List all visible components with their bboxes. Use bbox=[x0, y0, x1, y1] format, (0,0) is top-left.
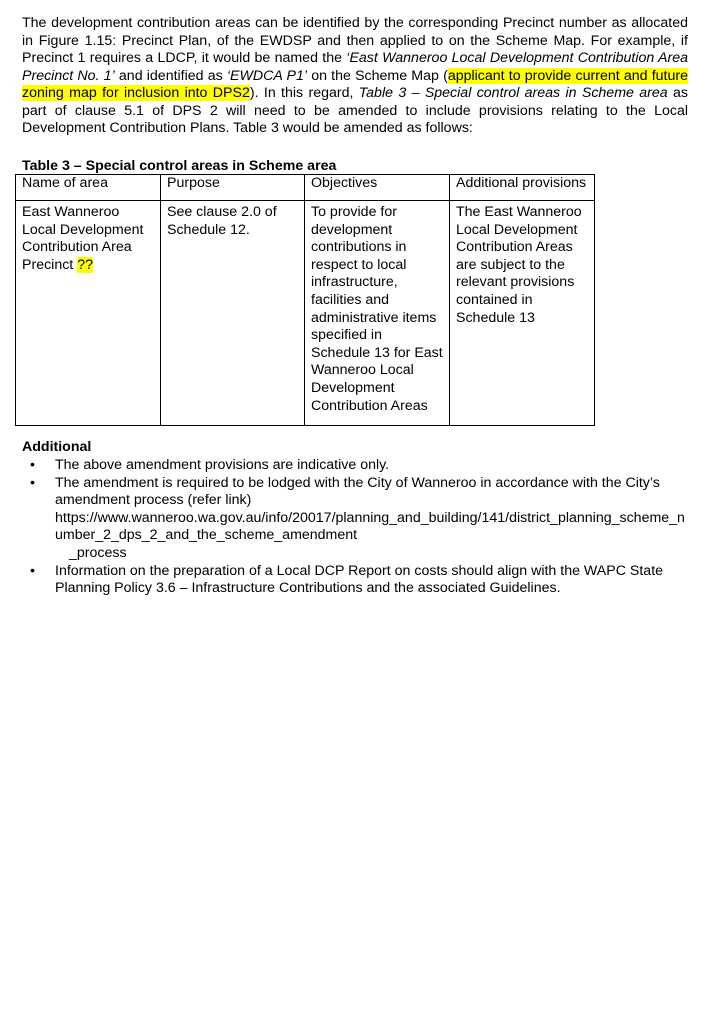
intro-italic-precinct-name: ‘East Wanneroo Local Development Contribution Area Precinct No. 1’ bbox=[22, 50, 688, 84]
header-purpose: Purpose bbox=[161, 175, 305, 201]
intro-text-3: on the Scheme Map ( bbox=[307, 67, 448, 84]
intro-section bbox=[22, 15, 688, 138]
additional-heading: Additional bbox=[22, 439, 92, 455]
intro-paragraph bbox=[22, 15, 688, 138]
table-header-row bbox=[16, 175, 595, 201]
header-additional-provisions: Additional provisions bbox=[450, 175, 595, 201]
intro-italic-ewdca: ‘EWDCA P1’ bbox=[226, 67, 308, 84]
special-control-areas-table bbox=[15, 174, 595, 426]
cell-name-placeholder-highlight: ?? bbox=[77, 256, 93, 273]
additional-notes-list bbox=[22, 457, 688, 598]
header-name-of-area: Name of area bbox=[16, 175, 161, 201]
note-text: The amendment is required to be lodged with the City of Wanneroo in accordance with the City’s amendment process (refer link) bbox=[55, 474, 660, 509]
bullet-icon: • bbox=[30, 474, 35, 491]
amendment-process-link-tail[interactable]: _process bbox=[69, 544, 127, 561]
cell-objectives: To provide for development contributions in respect to local infrastructure, facilities and administrative items specified in Schedule 13 for East Wanneroo Local Development Contribution Areas bbox=[305, 201, 450, 426]
intro-highlight-applicant-note: applicant to provide current and future zoning map for inclusion into DPS2 bbox=[22, 67, 688, 101]
note-text: The above amendment provisions are indicative only. bbox=[55, 457, 390, 473]
cell-name-text: East Wanneroo Local Development Contribution Area Precinct bbox=[22, 204, 144, 273]
cell-additional-provisions: The East Wanneroo Local Development Contribution Areas are subject to the relevant provisions contained in Schedule 13 bbox=[450, 201, 595, 426]
intro-text-5: as part of clause 5.1 of DPS 2 will need to be amended to include provisions relating to the Local Development Contribution Plans. Table 3 would be amended as follows: bbox=[22, 85, 688, 136]
amendment-process-link[interactable]: https://www.wanneroo.wa.gov.au/info/20017/planning_and_building/141/district_planning_scheme_number_2_dps_2_and_the_scheme_amendment bbox=[55, 509, 685, 544]
intro-text-1: The development contribution areas can be identified by the corresponding Precinct number as allocated in Figure 1.15: Precinct Plan, of the EWDSP and then applied to on the Scheme Map. For example, if Precinct 1 requires a LDCP, it would be named the bbox=[22, 15, 688, 66]
table-caption: Table 3 – Special control areas in Scheme area bbox=[22, 158, 337, 174]
list-item bbox=[22, 475, 688, 563]
list-item bbox=[22, 563, 688, 598]
list-item bbox=[22, 457, 688, 475]
note-text: Information on the preparation of a Local DCP Report on costs should align with the WAPC State Planning Policy 3.6 – Infrastructure Contributions and the associated Guidelines. bbox=[55, 562, 664, 597]
header-objectives: Objectives bbox=[305, 175, 450, 201]
intro-text-2: and identified as bbox=[114, 67, 227, 84]
intro-italic-table-ref: Table 3 – Special control areas in Scheme area bbox=[358, 85, 668, 101]
bullet-icon: • bbox=[30, 457, 35, 473]
intro-text-4: ). In this regard, bbox=[249, 85, 359, 101]
table-row bbox=[16, 201, 595, 426]
cell-purpose: See clause 2.0 of Schedule 12. bbox=[161, 201, 305, 426]
cell-name-of-area bbox=[16, 201, 161, 426]
bullet-icon: • bbox=[30, 562, 35, 579]
